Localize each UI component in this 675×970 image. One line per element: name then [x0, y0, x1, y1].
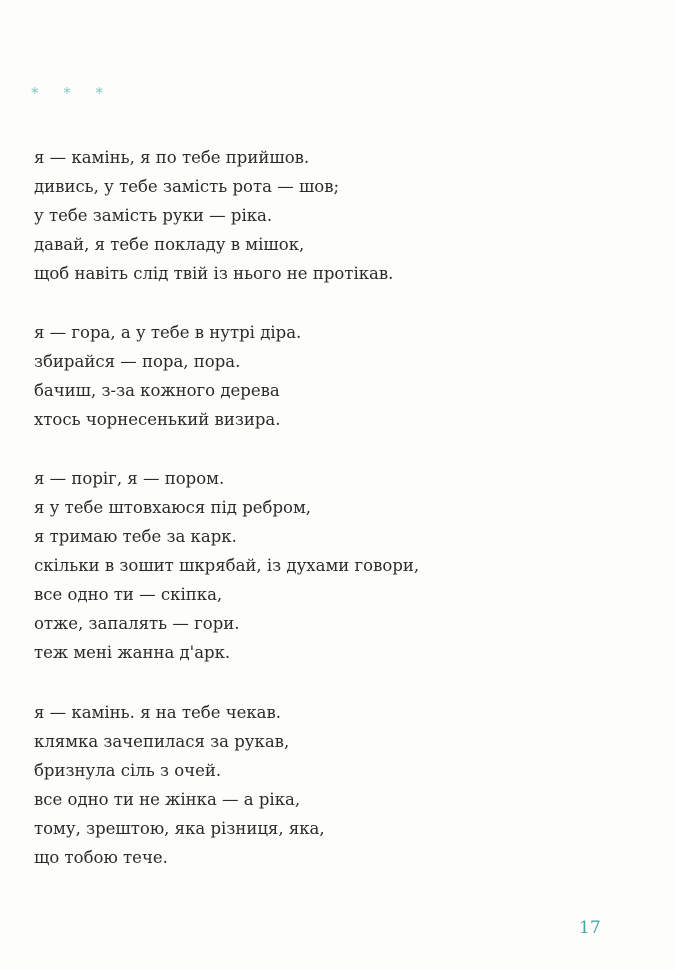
poem-line: все одно ти не жінка — а ріка,	[34, 790, 301, 809]
poem-line: бризнула сіль з очей.	[34, 761, 222, 780]
stanza-2	[34, 318, 634, 434]
poem-line: я тримаю тебе за карк.	[34, 527, 237, 546]
poem-line: я у тебе штовхаюся під ребром,	[34, 498, 312, 517]
poem-line: хтось чорнесенький визира.	[34, 410, 281, 429]
poem-line: бачиш, з-за кожного дерева	[34, 381, 280, 400]
poem-line: клямка зачепилася за рукав,	[34, 732, 290, 751]
poem-line: все одно ти — скіпка,	[34, 585, 223, 604]
poem-line: отже, запалять — гори.	[34, 614, 240, 633]
poem-line: скільки в зошит шкрябай, із духами говори,	[34, 556, 420, 575]
poem-line: дивись, у тебе замість рота — шов;	[34, 177, 340, 196]
poem-line: я — камінь, я по тебе прийшов.	[34, 148, 310, 167]
poem-line: теж мені жанна д'арк.	[34, 643, 231, 662]
page-number: 17	[579, 918, 601, 938]
poem-line: тому, зрештою, яка різниця, яка,	[34, 819, 325, 838]
poem-line: я — камінь. я на тебе чекав.	[34, 703, 282, 722]
poem-line: я — гора, а у тебе в нутрі діра.	[34, 323, 302, 342]
poem-line: що тобою тече.	[34, 848, 168, 867]
stanza-ornament: * * *	[31, 84, 114, 102]
stanza-4	[34, 698, 634, 872]
poem-line: збирайся — пора, пора.	[34, 352, 241, 371]
stanza-3	[34, 464, 634, 667]
poem-line: щоб навіть слід твій із нього не протікав.	[34, 264, 394, 283]
poem	[34, 143, 634, 902]
poem-line: давай, я тебе покладу в мішок,	[34, 235, 305, 254]
poem-line: у тебе замість руки — ріка.	[34, 206, 273, 225]
stanza-1	[34, 143, 634, 288]
poem-line: я — поріг, я — пором.	[34, 469, 225, 488]
